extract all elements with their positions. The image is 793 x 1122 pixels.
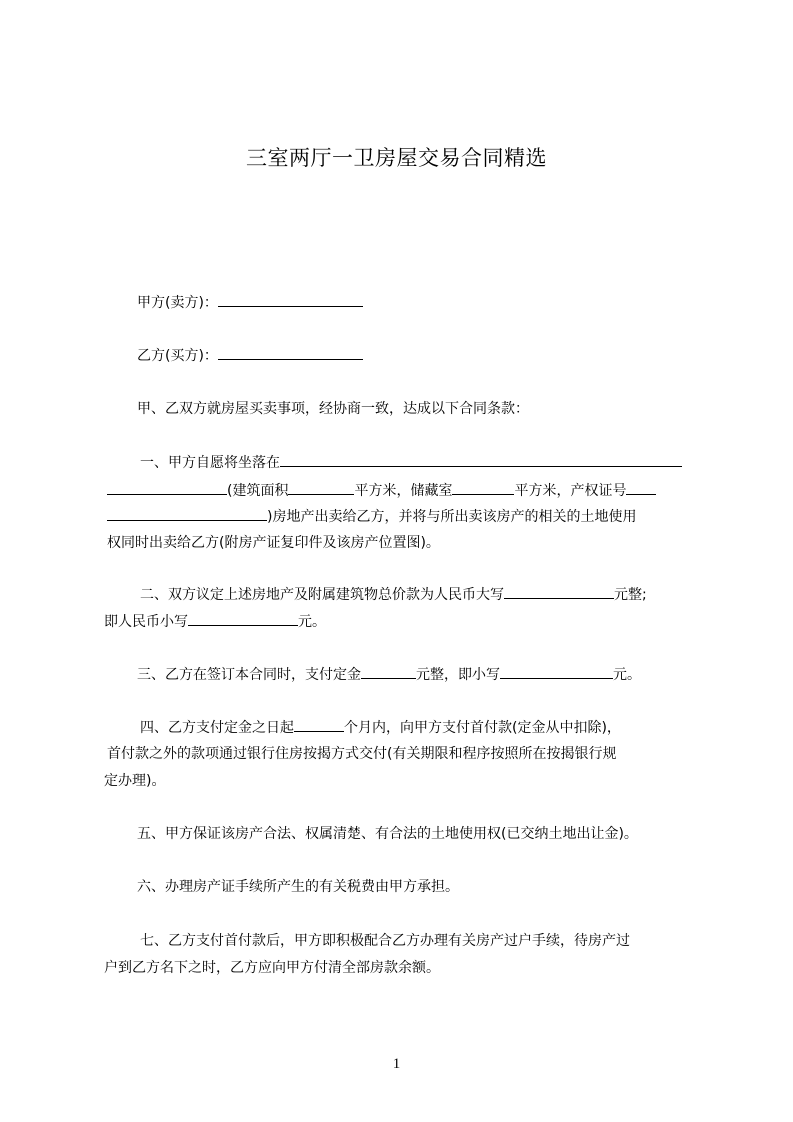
storage-blank[interactable] xyxy=(452,480,514,495)
clause4-line2: 首付款之外的款项通过银行住房按揭方式交付(有关期限和程序按照所在按揭银行规 xyxy=(107,746,617,762)
clause1-line1 xyxy=(140,452,682,473)
price-lower-blank[interactable] xyxy=(188,611,298,626)
clause3-lead: 三、乙方在签订本合同时，支付定金 xyxy=(137,667,361,683)
clause2-yuan: 元。 xyxy=(298,614,326,630)
buyer-label: 乙方(买方)： xyxy=(137,348,218,364)
storage-label: 平方米，储藏室 xyxy=(354,483,453,499)
deposit-lower-blank[interactable] xyxy=(500,664,613,679)
clause2-yuan-whole: 元整; xyxy=(614,587,647,603)
months-blank[interactable] xyxy=(294,717,344,732)
clause1-close: )房地产出卖给乙方，并将与所出卖该房产的相关的土地使用 xyxy=(267,509,637,525)
page-number: 1 xyxy=(392,1056,401,1072)
clause2-lower: 即人民币小写 xyxy=(104,614,188,630)
area-label: (建筑面积 xyxy=(227,483,289,499)
clause3-yuan-whole: 元整，即小写 xyxy=(416,667,500,683)
seller-line xyxy=(137,292,363,313)
clause4-line3: 定办理)。 xyxy=(104,773,166,789)
cert-blank-cont[interactable] xyxy=(107,506,267,521)
location-blank-cont[interactable] xyxy=(107,480,227,495)
clause4-lead: 四、乙方支付定金之日起 xyxy=(140,720,294,736)
clause1-lead: 一、甲方自愿将坐落在 xyxy=(140,455,280,471)
clause7-line1: 七、乙方支付首付款后，甲方即积极配合乙方办理有关房产过户手续，待房产过 xyxy=(140,933,630,949)
buyer-line xyxy=(137,345,363,366)
clause4-mid: 个月内，向甲方支付首付款(定金从中扣除)， xyxy=(344,720,621,736)
clause2-lead: 二、双方议定上述房地产及附属建筑物总价款为人民币大写 xyxy=(140,587,504,603)
cert-blank[interactable] xyxy=(626,480,656,495)
deposit-blank[interactable] xyxy=(361,664,416,679)
clause1-line2 xyxy=(107,480,656,501)
clause2-line1 xyxy=(140,584,647,605)
seller-label: 甲方(卖方)： xyxy=(137,295,218,311)
location-blank[interactable] xyxy=(280,452,682,467)
seller-blank[interactable] xyxy=(218,292,363,307)
clause3-line xyxy=(137,664,641,685)
document-title: 三室两厅一卫房屋交易合同精选 xyxy=(246,146,547,170)
cert-label: 平方米，产权证号 xyxy=(514,483,627,499)
clause4-line1 xyxy=(140,717,621,738)
price-upper-blank[interactable] xyxy=(504,584,614,599)
area-blank[interactable] xyxy=(288,480,354,495)
buyer-blank[interactable] xyxy=(218,345,363,360)
intro-text: 甲、乙双方就房屋买卖事项，经协商一致，达成以下合同条款： xyxy=(137,401,529,417)
clause3-yuan: 元。 xyxy=(613,667,641,683)
clause1-line4: 权同时出卖给乙方(附房产证复印件及该房产位置图)。 xyxy=(107,535,440,551)
clause2-line2 xyxy=(104,611,326,632)
clause5-line: 五、甲方保证该房产合法、权属清楚、有合法的土地使用权(已交纳土地出让金)。 xyxy=(137,826,638,842)
clause7-line2: 户到乙方名下之时，乙方应向甲方付清全部房款余额。 xyxy=(104,960,440,976)
clause6-line: 六、办理房产证手续所产生的有关税费由甲方承担。 xyxy=(137,879,459,895)
clause1-line3 xyxy=(107,506,636,527)
